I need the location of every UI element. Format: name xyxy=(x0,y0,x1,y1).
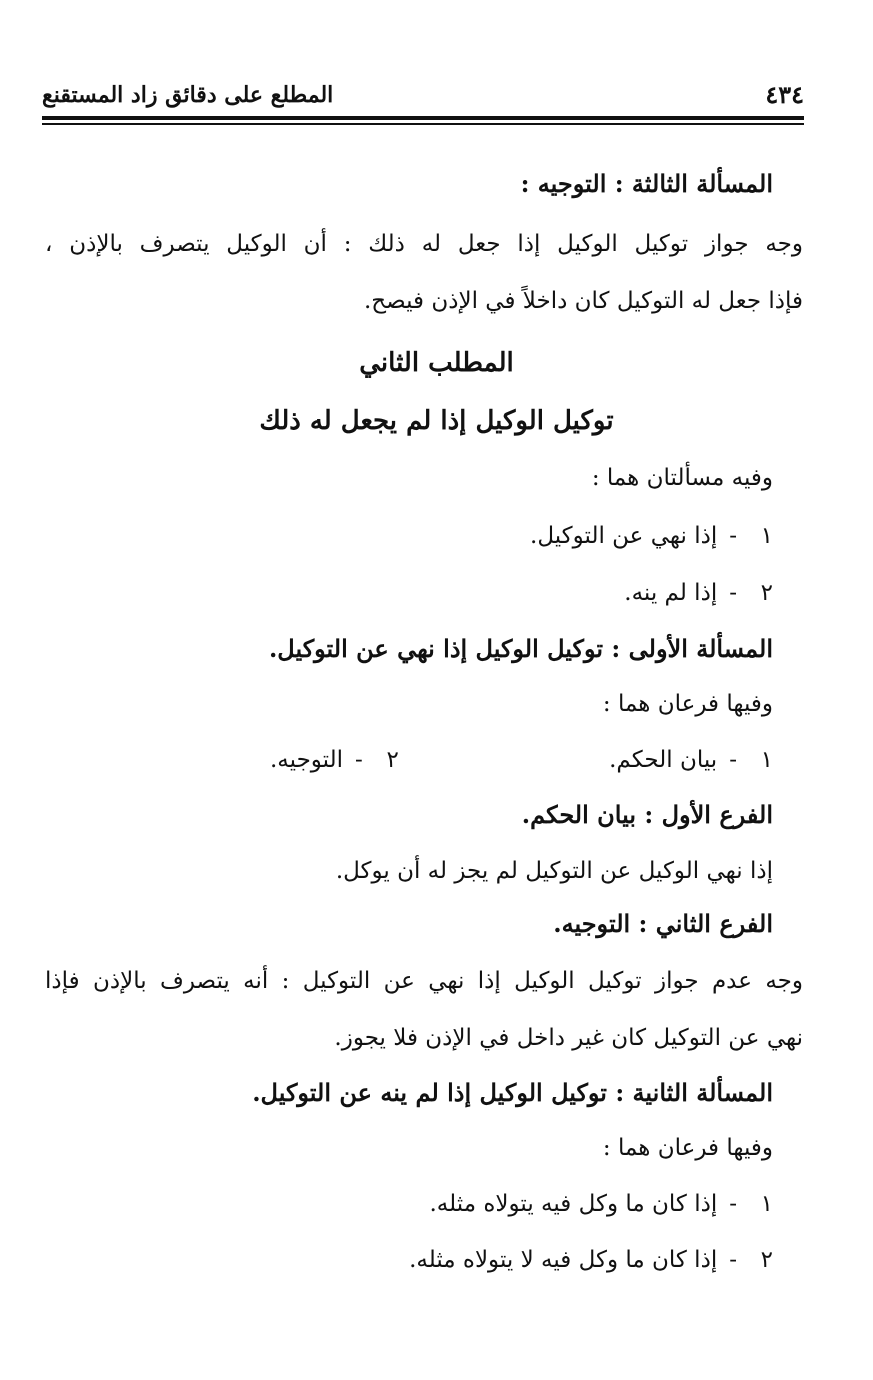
list-text: إذا كان ما وكل فيه يتولاه مثله. xyxy=(429,1191,718,1217)
list-text: التوجيه. xyxy=(270,747,344,773)
list-item: ١-إذا نهي عن التوكيل. xyxy=(530,518,773,554)
running-header xyxy=(42,80,804,114)
list-number: ٢ xyxy=(760,1247,773,1273)
list-item: ٢-إذا كان ما وكل فيه لا يتولاه مثله. xyxy=(409,1242,773,1278)
list-item: ٢-إذا لم ينه. xyxy=(624,575,773,611)
heading-issue-3: المسألة الثالثة : التوجيه : xyxy=(520,169,773,198)
list-number: ٢ xyxy=(386,747,399,773)
intro-branches-1: وفيها فرعان هما : xyxy=(602,691,773,717)
paragraph-2-line-1: وجه عدم جواز توكيل الوكيل إذا نهي عن التوكيل : أنه يتصرف بالإذن فإذا xyxy=(45,968,803,994)
header-rule-thin xyxy=(42,123,804,125)
book-title: المطلع على دقائق زاد المستقنع xyxy=(42,82,334,108)
list-text: إذا كان ما وكل فيه لا يتولاه مثله. xyxy=(409,1247,718,1273)
branch-item: ٢-التوجيه. xyxy=(270,742,399,778)
paragraph-1-line-2: فإذا جعل له التوكيل كان داخلاً في الإذن فيصح. xyxy=(364,288,803,314)
heading-issue-1: المسألة الأولى : توكيل الوكيل إذا نهي عن التوكيل. xyxy=(268,634,773,663)
paragraph-2-line-2: نهي عن التوكيل كان غير داخل في الإذن فلا يجوز. xyxy=(334,1025,803,1051)
header-rule-thick xyxy=(42,116,804,120)
list-text: إذا نهي عن التوكيل. xyxy=(530,523,718,549)
list-text: إذا لم ينه. xyxy=(624,580,718,606)
heading-branch-1: الفرع الأول : بيان الحكم. xyxy=(521,800,773,829)
heading-branch-2: الفرع الثاني : التوجيه. xyxy=(553,909,773,938)
heading-issue-2: المسألة الثانية : توكيل الوكيل إذا لم ينه عن التوكيل. xyxy=(252,1078,773,1107)
list-item: ١-إذا كان ما وكل فيه يتولاه مثله. xyxy=(430,1186,774,1222)
paragraph-ruling: إذا نهي الوكيل عن التوكيل لم يجز له أن يوكل. xyxy=(335,858,773,884)
branch-item: ١-بيان الحكم. xyxy=(609,742,773,778)
list-text: بيان الحكم. xyxy=(609,747,718,773)
section-subtitle: توكيل الوكيل إذا لم يجعل له ذلك xyxy=(259,406,614,436)
list-number: ١ xyxy=(760,1191,773,1217)
list-number: ١ xyxy=(760,523,773,549)
list-number: ١ xyxy=(760,747,773,773)
list-number: ٢ xyxy=(760,580,773,606)
section-title: المطلب الثاني xyxy=(359,348,514,378)
intro-branches-2: وفيها فرعان هما : xyxy=(602,1135,773,1161)
page-number: ٤٣٤ xyxy=(765,80,804,109)
intro-two-issues: وفيه مسألتان هما : xyxy=(591,465,773,491)
paragraph-1-line-1: وجه جواز توكيل الوكيل إذا جعل له ذلك : أن الوكيل يتصرف بالإذن ، xyxy=(45,231,803,257)
